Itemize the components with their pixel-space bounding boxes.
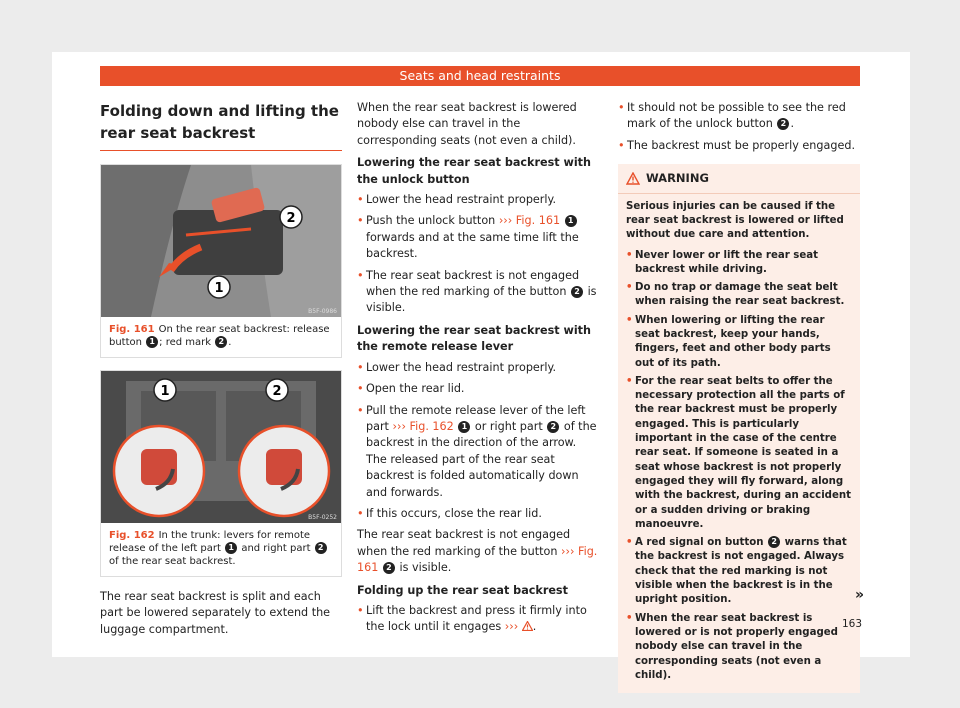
list-item: • Push the unlock button ››› Fig. 161 1 forwards and at the same time lift the backrest. (357, 213, 600, 262)
continue-mark: » (854, 587, 864, 603)
list-item: • If this occurs, close the rear lid. (357, 506, 600, 522)
list-item: • Lower the head restraint properly. (357, 192, 600, 208)
list-item: • The rear seat backrest is not engaged when the red marking of the button 2 is visible. (357, 268, 600, 317)
paragraph: When the rear seat backrest is lowered nobody else can travel in the corresponding seats (not even a child). (357, 101, 577, 147)
callout-2: 2 (215, 336, 227, 348)
svg-text:2: 2 (286, 211, 296, 226)
seat-release-illustration (101, 165, 341, 317)
warning-item: • Do no trap or damage the seat belt when raising the rear seat backrest. (626, 281, 852, 310)
list-item: • It should not be possible to see the red mark of the unlock button 2 . (618, 100, 860, 133)
list-item: • Lower the head restraint properly. (357, 360, 600, 376)
warning-box (618, 164, 860, 693)
subheading: Lowering the rear seat backrest with the unlock button (357, 156, 591, 186)
trunk-levers-illustration (101, 371, 341, 523)
column-right (618, 100, 860, 693)
warning-header (618, 164, 860, 193)
callout-1: 1 (225, 542, 237, 554)
section-title: Folding down and lifting the rear seat backrest (100, 102, 339, 142)
list-item: • The backrest must be properly engaged. (618, 138, 860, 154)
warning-item: • When the rear seat backrest is lowered or is not properly engaged nobody else can travel in the corresponding seats (not even a child). (626, 612, 852, 683)
warning-item: • For the rear seat belts to offer the necessary protection all the parts of the rear backrest must be properly engaged. This is particularly important in the case of the centre rear seat. If someone is seated in a seat whose backrest is not properly engaged they will fly forward, along with the backrest, during an accident or a sudden driving or braking manoeuvre. (626, 375, 852, 532)
svg-text:1: 1 (160, 384, 170, 399)
manual-page (52, 52, 910, 681)
page-number: 163 (841, 618, 862, 630)
figure-code: B5F-0986 (308, 308, 337, 315)
figure-reference: ››› Fig. 161 (357, 544, 598, 575)
warning-item: • When lowering or lifting the rear seat backrest, keep your hands, fingers, feet and other body parts out of its path. (626, 314, 852, 371)
warning-item: • Never lower or lift the rear seat backrest while driving. (626, 249, 852, 278)
figure-code: B5F-0252 (308, 514, 337, 521)
warning-icon (522, 621, 533, 631)
list-item: • Lift the backrest and press it firmly into the lock until it engages ››› . (357, 603, 600, 636)
warning-item: • A red signal on button 2 warns that the backrest is not engaged. Always check that the red marking is not visible when the backrest is in the upright position. (626, 536, 852, 607)
figure-caption: Fig. 161 On the rear seat backrest: release button 1 ; red mark 2 . (109, 324, 330, 348)
column-middle (357, 100, 600, 641)
warning-title: WARNING (646, 171, 709, 186)
warning-body (618, 194, 860, 690)
warning-intro: Serious injuries can be caused if the rear seat backrest is lowered or lifted without due care and attention. (626, 200, 844, 241)
svg-text:1: 1 (214, 281, 224, 296)
warning-icon (626, 172, 640, 185)
subheading: Lowering the rear seat backrest with the remote release lever (357, 323, 591, 354)
page-header: Seats and head restraints (100, 66, 860, 86)
callout-2: 2 (315, 542, 327, 554)
figure-161 (100, 164, 342, 358)
list-item: • Open the rear lid. (357, 381, 600, 397)
svg-text:2: 2 (272, 384, 282, 399)
paragraph: The rear seat backrest is not engaged when the red marking of the button ››› Fig. 161 2 is visible. (357, 528, 598, 575)
column-left (100, 100, 342, 644)
figure-reference: ››› Fig. 162 (392, 419, 454, 433)
intro-paragraph: The rear seat backrest is split and each part be lowered separately to extend the luggage compartment. (100, 590, 331, 636)
figure-reference: ››› Fig. 161 (498, 214, 561, 228)
title-rule (100, 150, 342, 151)
callout-1: 1 (146, 336, 158, 348)
list-item: • Pull the remote release lever of the left part ››› Fig. 162 1 or right part 2 of the backrest in the direction of the arrow. The released part of the rear seat backrest is folded automatically down and forwards. (357, 403, 600, 501)
figure-162 (100, 370, 342, 577)
subheading: Folding up the rear seat backrest (357, 583, 568, 597)
figure-caption: Fig. 162 In the trunk: levers for remote release of the left part 1 and right part 2 of the rear seat backrest. (101, 523, 341, 576)
